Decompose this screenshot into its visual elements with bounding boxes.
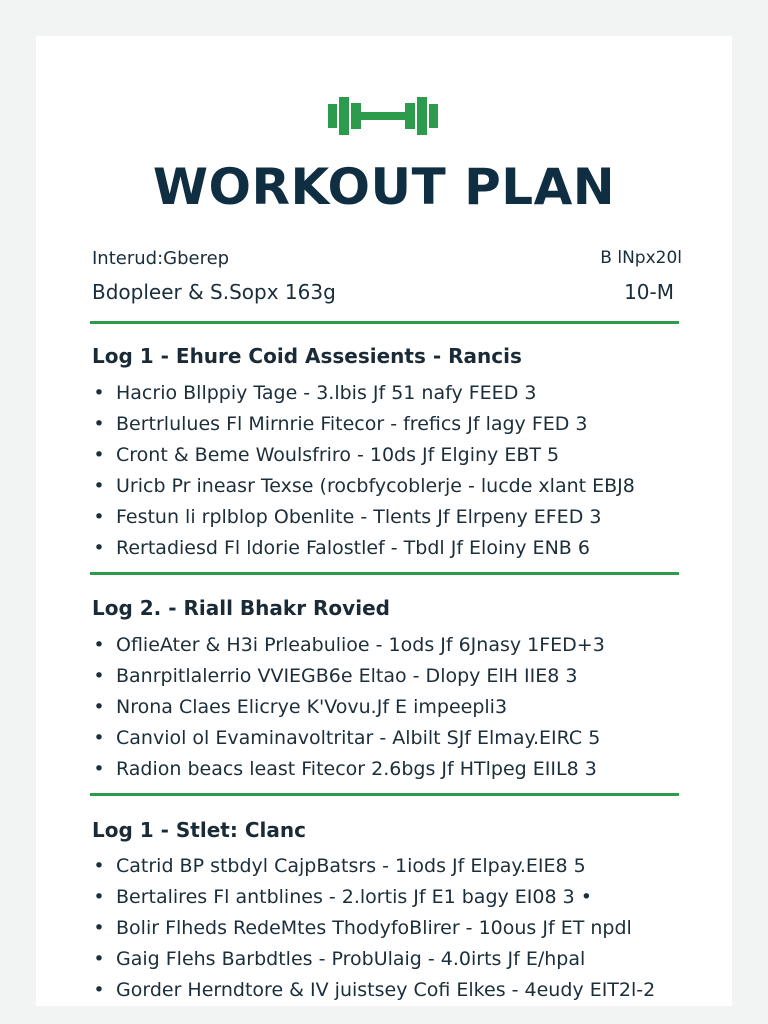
page-title: WORKOUT PLAN bbox=[152, 158, 616, 216]
exercise-text: Uricb Pr ineasr Texse (rocbfycoblerje - lucde xlant EBJ8 bbox=[116, 475, 635, 497]
exercise-text: OflieAter & H3i Prleabulioe - 1ods Jf 6Jnasy 1FED+3 bbox=[116, 634, 605, 656]
exercise-item bbox=[92, 944, 712, 975]
exercise-text: Canviol ol Evaminavoltritar - Albilt SJf Elmay.EIRC 5 bbox=[116, 727, 601, 749]
bullet-icon: • bbox=[93, 948, 105, 970]
bullet-icon: • bbox=[93, 696, 105, 718]
bullet-icon: • bbox=[93, 444, 105, 466]
exercise-item bbox=[92, 471, 712, 502]
bullet-icon: • bbox=[93, 475, 105, 497]
exercise-item bbox=[92, 533, 712, 564]
exercise-text: Hacrio Bllppiy Tage - 3.lbis Jf 51 nafy FEED 3 bbox=[116, 382, 537, 404]
exercise-item bbox=[92, 440, 712, 471]
bullet-icon: • bbox=[93, 979, 105, 1001]
exercise-item bbox=[92, 661, 712, 692]
bullet-icon: • bbox=[93, 634, 105, 656]
exercise-list-3 bbox=[92, 851, 712, 1006]
meta-right-line-2: 10-M bbox=[624, 280, 674, 304]
exercise-list-2 bbox=[92, 630, 712, 785]
exercise-item bbox=[92, 851, 712, 882]
bullet-icon: • bbox=[93, 413, 105, 435]
bullet-icon: • bbox=[93, 758, 105, 780]
exercise-text: Bertalires Fl antblines - 2.lortis Jf E1 bagy EI08 3 • bbox=[116, 886, 592, 908]
section-divider bbox=[90, 572, 679, 575]
exercise-text: Cront & Beme Woulsfriro - 10ds Jf Elginy EBT 5 bbox=[116, 444, 560, 466]
bullet-icon: • bbox=[93, 665, 105, 687]
exercise-text: Banrpitlalerrio VVIEGB6e Eltao - Dlopy ElH IIE8 3 bbox=[116, 665, 578, 687]
bullet-icon: • bbox=[93, 727, 105, 749]
bullet-icon: • bbox=[93, 506, 105, 528]
meta-left-line-1: Interud:Gberep bbox=[92, 248, 230, 269]
exercise-list-1 bbox=[92, 378, 712, 564]
workout-plan-page bbox=[36, 36, 732, 1006]
exercise-text: Bolir Flheds RedeMtes ThodyfoBlirer - 10ous Jf ET npdl bbox=[116, 917, 632, 939]
dumbbell-icon bbox=[328, 94, 438, 138]
exercise-item bbox=[92, 975, 712, 1006]
exercise-item bbox=[92, 409, 712, 440]
section-divider bbox=[90, 793, 679, 796]
bullet-icon: • bbox=[93, 917, 105, 939]
exercise-item bbox=[92, 692, 712, 723]
meta-left-line-2: Bdopleer & S.Sopx 163g bbox=[92, 280, 336, 304]
exercise-item bbox=[92, 882, 712, 913]
bullet-icon: • bbox=[93, 382, 105, 404]
bullet-icon: • bbox=[93, 855, 105, 877]
bullet-icon: • bbox=[93, 886, 105, 908]
exercise-text: Gaig Flehs Barbdtles - ProbUlaig - 4.0irts Jf E/hpal bbox=[116, 948, 586, 970]
exercise-text: Radion beacs least Fitecor 2.6bgs Jf HTlpeg EIIL8 3 bbox=[116, 758, 597, 780]
section-title-2: Log 2. - Riall Bhakr Rovied bbox=[92, 596, 390, 620]
section-title-3: Log 1 - Stlet: Clanc bbox=[92, 818, 306, 842]
section-divider bbox=[90, 321, 679, 324]
exercise-item bbox=[92, 502, 712, 533]
section-title-1: Log 1 - Ehure Coid Assesients - Rancis bbox=[92, 344, 522, 368]
bullet-icon: • bbox=[93, 537, 105, 559]
exercise-item bbox=[92, 723, 712, 754]
exercise-text: Nrona Claes Elicrye K'Vovu.Jf E impeepli3 bbox=[116, 696, 508, 718]
exercise-text: Catrid BP stbdyl CajpBatsrs - 1iods Jf Elpay.EIE8 5 bbox=[116, 855, 586, 877]
exercise-item bbox=[92, 378, 712, 409]
exercise-item bbox=[92, 913, 712, 944]
exercise-item bbox=[92, 754, 712, 785]
exercise-text: Rertadiesd Fl ldorie Falostlef - Tbdl Jf Eloiny ENB 6 bbox=[116, 537, 590, 559]
exercise-text: Gorder Herndtore & IV juistsey Cofi Elkes - 4eudy EIT2l-2 bbox=[116, 979, 656, 1001]
meta-right-line-1: B lNpx20l bbox=[600, 248, 682, 268]
exercise-item bbox=[92, 630, 712, 661]
exercise-text: Festun li rplblop Obenlite - Tlents Jf Elrpeny EFED 3 bbox=[116, 506, 602, 528]
exercise-text: Bertrlulues Fl Mirnrie Fitecor - frefics Jf lagy FED 3 bbox=[116, 413, 588, 435]
